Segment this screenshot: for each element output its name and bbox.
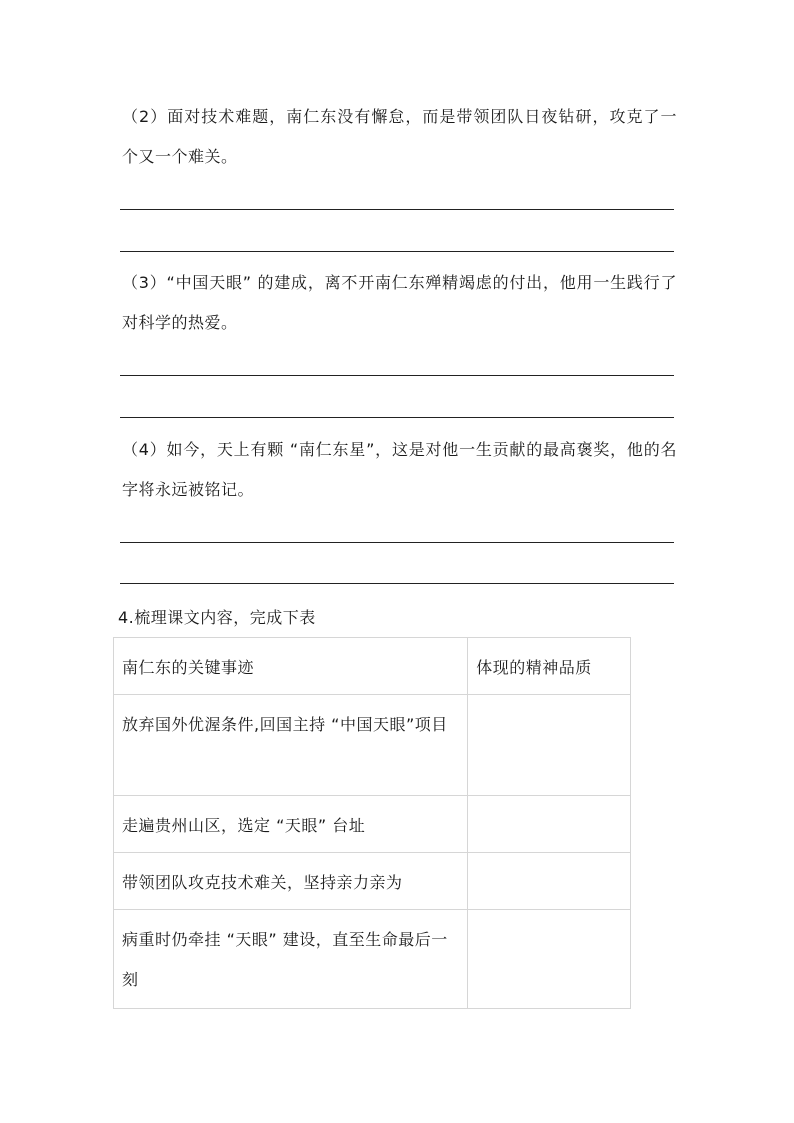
answer-line[interactable] [120,583,674,584]
spirit-answer-cell[interactable] [468,695,631,796]
question-4-text: （4）如今，天上有颗 “南仁东星”，这是对他一生贡献的最高褒奖，他的名字将永远被铭记。 [122,440,677,499]
question-2-text: （2）面对技术难题，南仁东没有懈怠，而是带领团队日夜钻研，攻克了一个又一个难关。 [122,107,677,166]
event-cell: 放弃国外优渥条件,回国主持 “中国天眼”项目 [114,695,468,796]
table-header-cell: 体现的精神品质 [468,638,631,695]
question-3-text: （3）“中国天眼” 的建成，离不开南仁东殚精竭虑的付出，他用一生践行了对科学的热爱。 [122,273,677,332]
answer-line[interactable] [120,417,674,418]
event-cell: 病重时仍牵挂 “天眼” 建设，直至生命最后一刻 [114,910,468,1009]
spirit-answer-cell[interactable] [468,796,631,853]
answer-line[interactable] [120,375,674,376]
table-row [114,796,631,853]
answer-line[interactable] [120,251,674,252]
spirit-answer-cell[interactable] [468,910,631,1009]
section-4-heading: 4.梳理课文内容，完成下表 [118,608,316,627]
answer-line[interactable] [120,209,674,210]
table-header-row [114,638,631,695]
table-header-cell: 南仁东的关键事迹 [114,638,468,695]
table-row [114,853,631,910]
spirit-answer-cell[interactable] [468,853,631,910]
answer-line[interactable] [120,542,674,543]
event-cell: 走遍贵州山区，选定 “天眼” 台址 [114,796,468,853]
event-cell: 带领团队攻克技术难关，坚持亲力亲为 [114,853,468,910]
table-row [114,695,631,796]
table-row [114,910,631,1009]
facts-table [113,637,631,1009]
